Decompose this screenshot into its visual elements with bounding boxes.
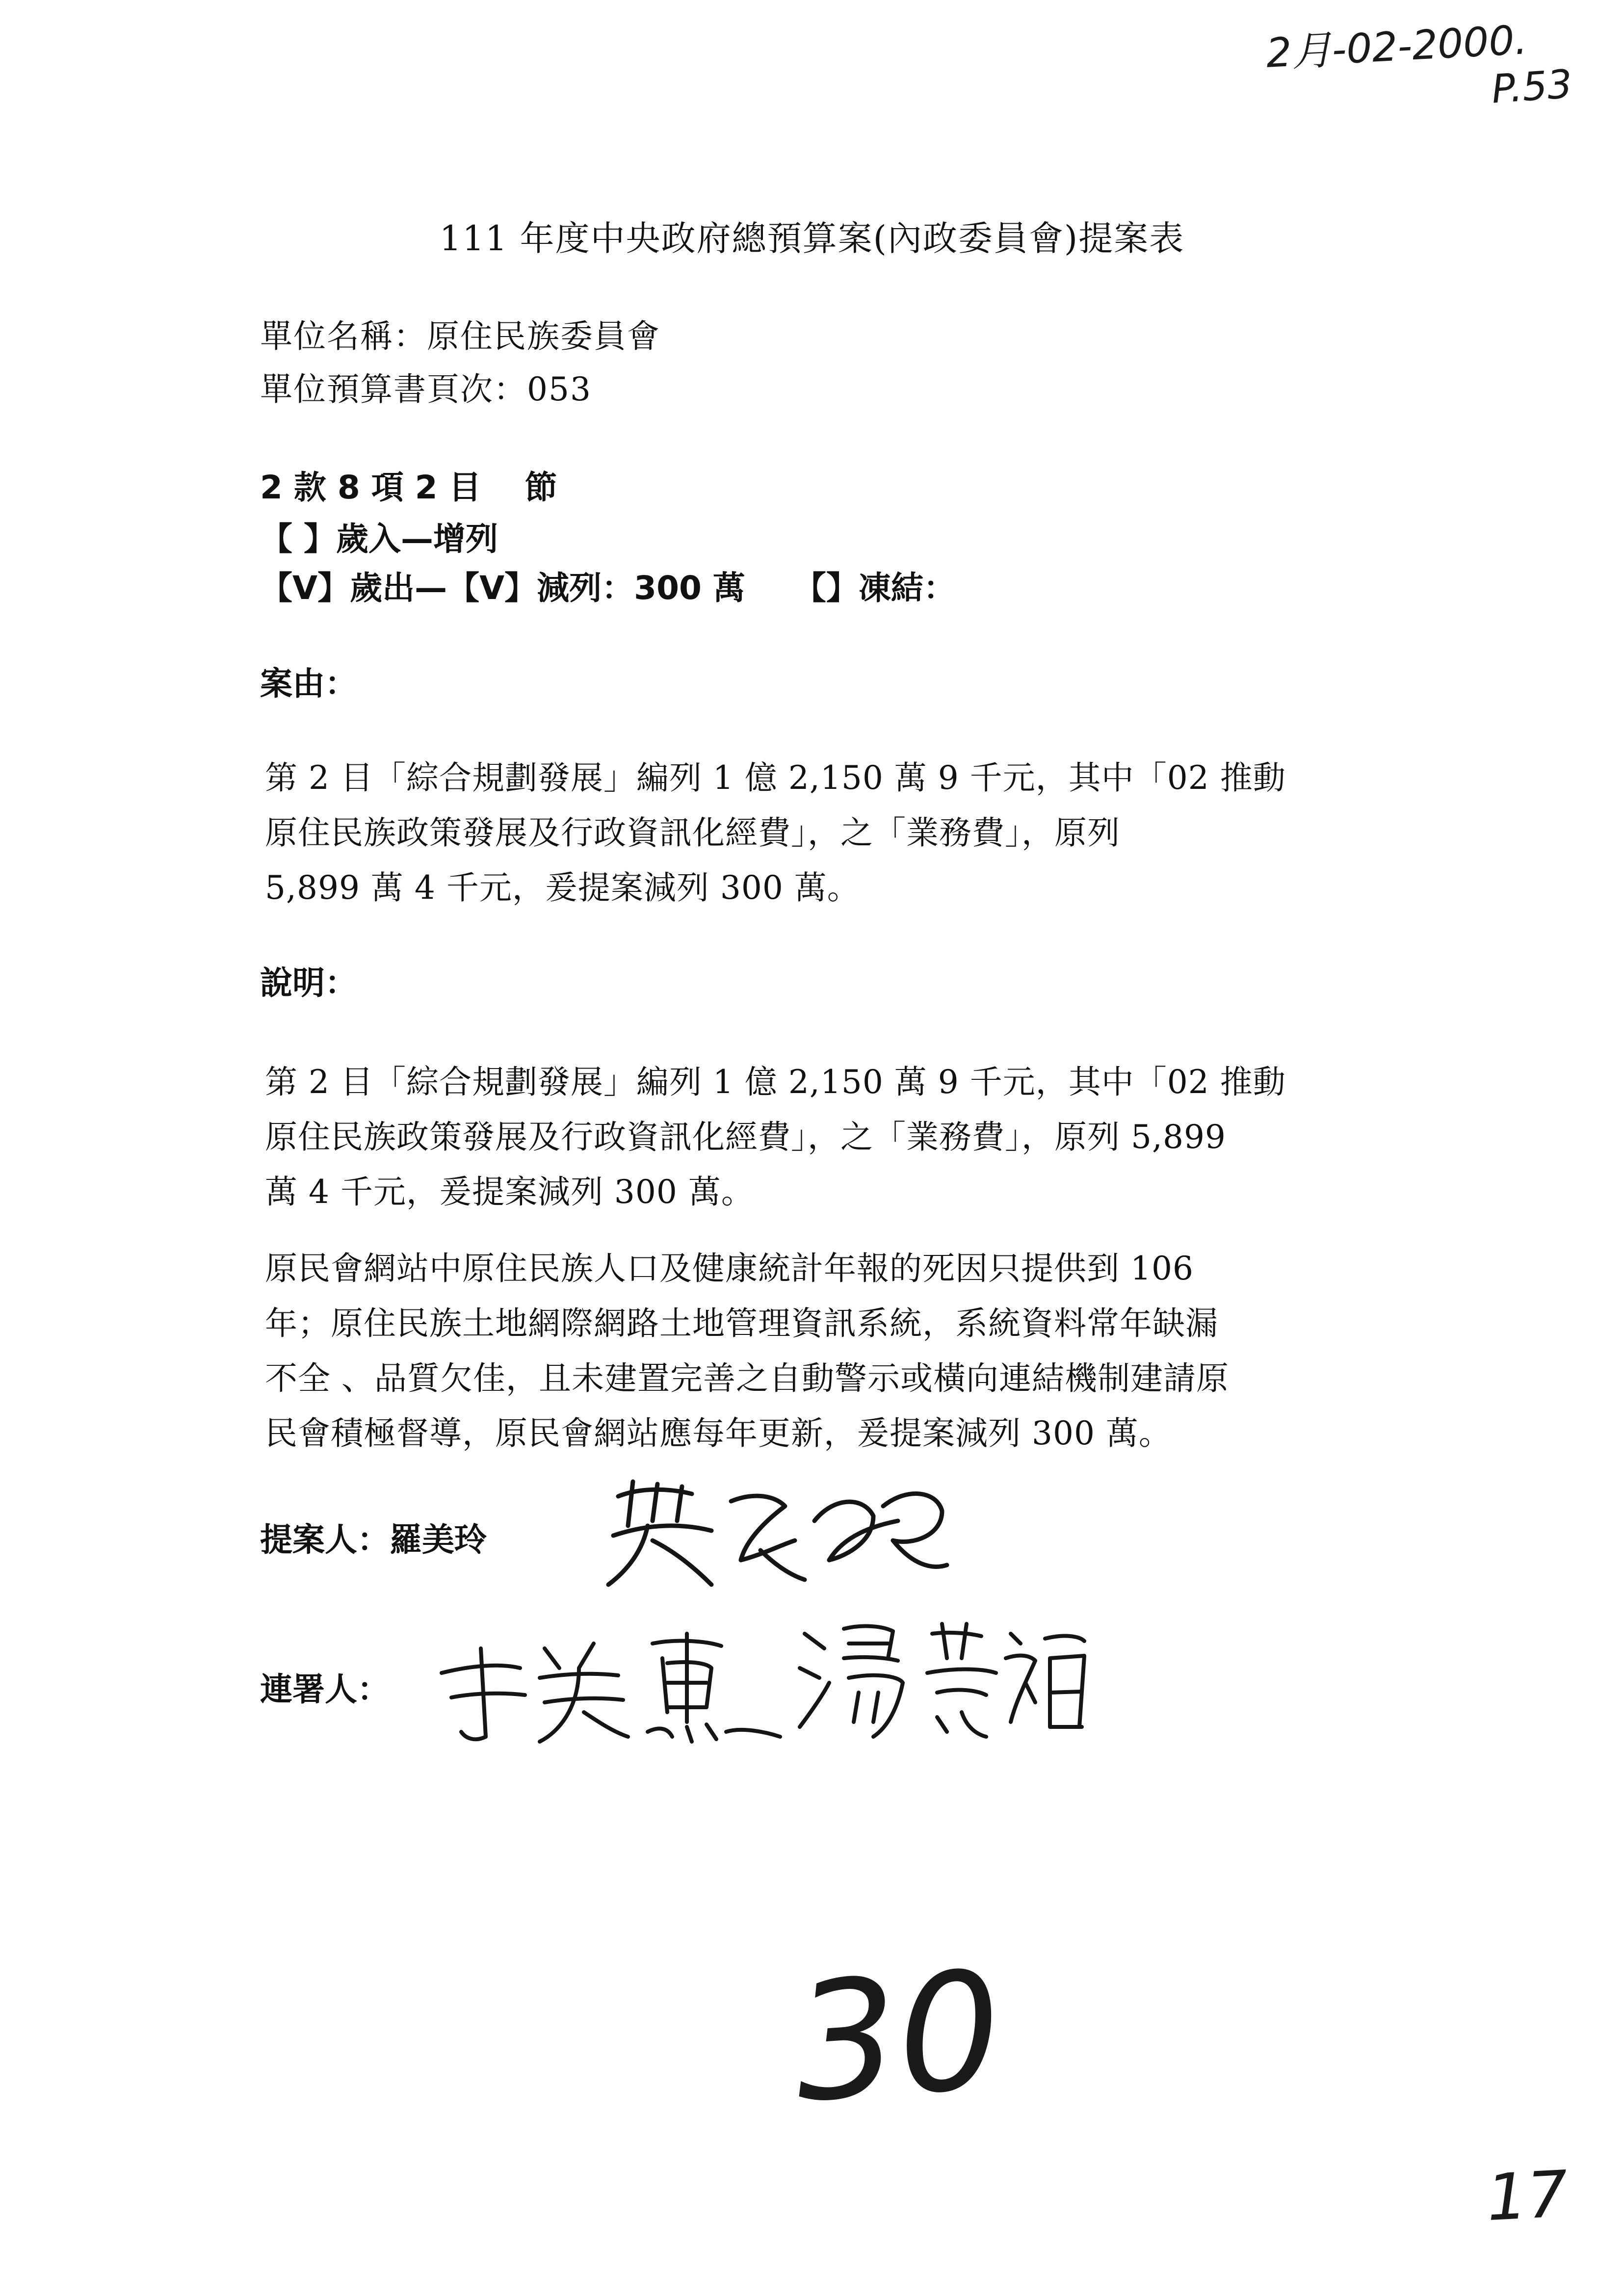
case-paragraph xyxy=(265,751,1403,915)
case-heading: 案由： xyxy=(260,665,357,703)
cosigners-label: 連署人： xyxy=(260,1670,390,1708)
explanation-paragraph-1 xyxy=(265,1055,1403,1220)
explanation-paragraph-2 xyxy=(265,1241,1403,1461)
explanation-line: 年；原住民族土地網際網路土地管理資訊系統，系統資料常年缺漏 xyxy=(265,1305,1218,1342)
explanation-heading: 說明： xyxy=(260,964,357,1002)
explanation-line: 不全 、品質欠佳，且未建置完善之自動警示或橫向連結機制建請原 xyxy=(265,1359,1229,1397)
budget-section: 2 款 8 項 2 目 節 xyxy=(260,469,557,506)
case-line: 5,899 萬 4 千元，爰提案減列 300 萬。 xyxy=(265,869,860,907)
unit-page-reference: 單位預算書頁次：053 xyxy=(260,370,592,408)
explanation-line: 第 2 目「綜合規劃發展」編列 1 億 2,150 萬 9 千元，其中「02 推動 xyxy=(265,1063,1286,1101)
explanation-line: 民會積極督導，原民會網站應每年更新，爰提案減列 300 萬。 xyxy=(265,1414,1172,1452)
budget-income-line: 【 】歲入—增列 xyxy=(260,520,498,558)
handwritten-page-annotation: P.53 xyxy=(1490,61,1574,112)
handwritten-corner-number: 17 xyxy=(1485,2156,1570,2236)
explanation-line: 原民會網站中原住民族人口及健康統計年報的死因只提供到 106 xyxy=(265,1250,1194,1287)
explanation-line: 萬 4 千元，爰提案減列 300 萬。 xyxy=(265,1173,754,1211)
explanation-line: 原住民族政策發展及行政資訊化經費」，之「業務費」，原列 5,899 xyxy=(265,1118,1226,1156)
proposer-signature xyxy=(599,1467,952,1594)
proposer-label: 提案人：羅美玲 xyxy=(260,1521,487,1559)
unit-name: 單位名稱：原住民族委員會 xyxy=(260,317,660,355)
handwritten-number: 30 xyxy=(788,1935,1007,2139)
case-line: 第 2 目「綜合規劃發展」編列 1 億 2,150 萬 9 千元，其中「02 推動 xyxy=(265,759,1286,797)
budget-expense-line: 【V】歲出—【V】減列：300 萬 【】凍結： xyxy=(260,569,956,607)
handwritten-date-annotation: 2月-02-2000. xyxy=(1265,17,1528,77)
cosigner-signature-1 xyxy=(432,1614,785,1751)
case-line: 原住民族政策發展及行政資訊化經費」，之「業務費」，原列 xyxy=(265,814,1120,852)
cosigner-signature-2 xyxy=(790,1604,1094,1751)
document-title: 111 年度中央政府總預算案(內政委員會)提案表 xyxy=(439,218,1185,259)
